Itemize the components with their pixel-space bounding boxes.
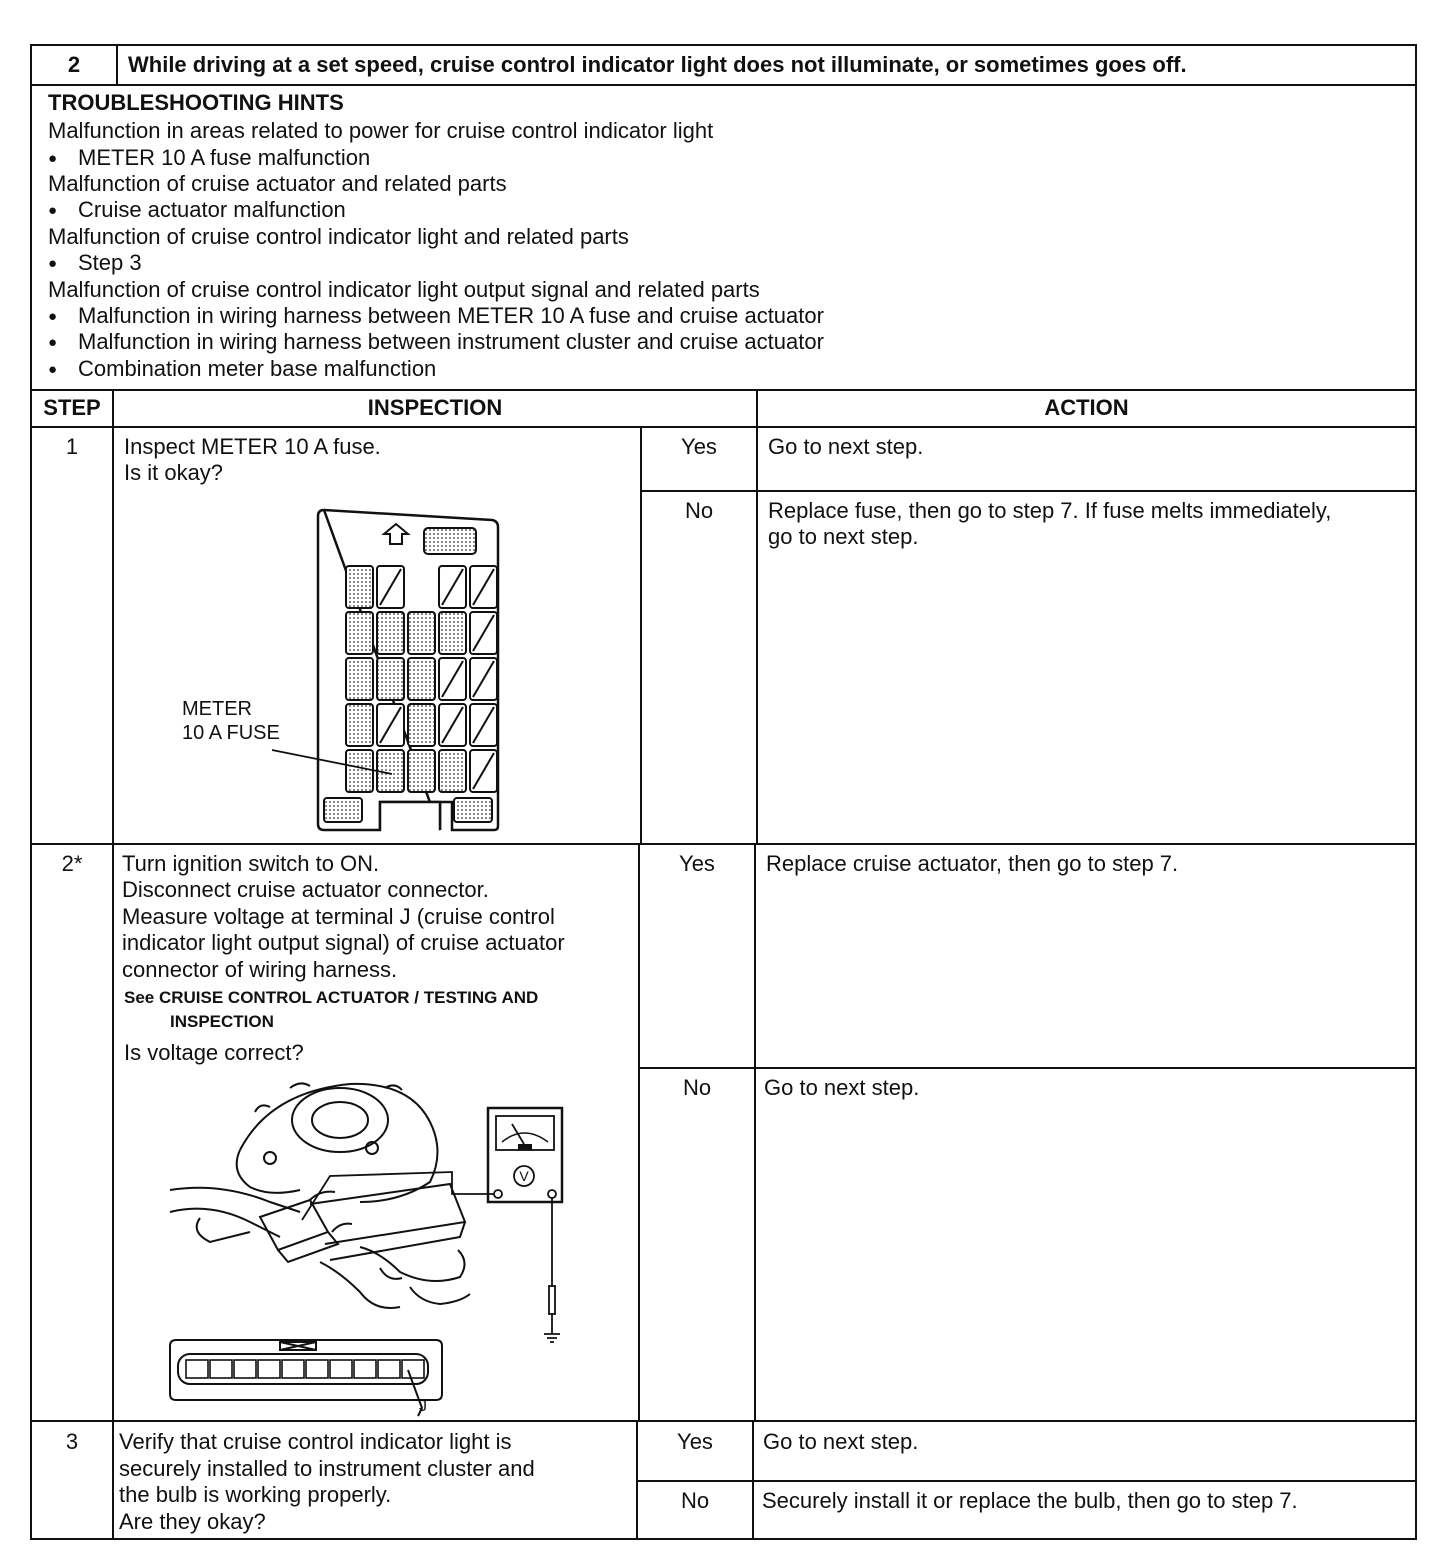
up-arrow-icon (384, 524, 408, 544)
cruise-actuator-illustration (170, 1083, 470, 1308)
hint-line: Malfunction of cruise actuator and related parts (48, 171, 507, 196)
step-number: 3 (65, 1429, 79, 1454)
fuse (377, 658, 404, 700)
fuse (408, 750, 435, 792)
action-divider-step2 (754, 843, 756, 1421)
step3-yes-no-divider (636, 1480, 1417, 1482)
step2-yes-no-divider (638, 1067, 1417, 1069)
fuse (346, 750, 373, 792)
inspection-line: Verify that cruise control indicator light is (119, 1429, 512, 1454)
yesno-divider-step2 (638, 843, 640, 1421)
connector-pin (378, 1360, 400, 1378)
hint-bullet: ● Step 3 (48, 250, 142, 277)
connector-pin (210, 1360, 232, 1378)
yes-label: Yes (679, 851, 715, 876)
fuse (439, 612, 466, 654)
inspection-line: Inspect METER 10 A fuse. (124, 434, 381, 459)
hints-heading: TROUBLESHOOTING HINTS (48, 90, 344, 115)
fuse-grid (346, 566, 497, 792)
step1-yes-no-divider (640, 490, 1417, 492)
fuse-relay (324, 798, 362, 822)
hint-line: Malfunction of cruise control indicator light and related parts (48, 224, 629, 249)
fuse-label: 10 A FUSE (182, 722, 280, 744)
fuse-relay (454, 798, 492, 822)
hint-line: Malfunction of cruise control indicator light output signal and related parts (48, 277, 760, 302)
inspection-line: connector of wiring harness. (122, 957, 398, 982)
hint-bullet: ● Malfunction in wiring harness between METER 10 A fuse and cruise actuator (48, 303, 824, 330)
connector-pin (354, 1360, 376, 1378)
hint-bullet: ● Cruise actuator malfunction (48, 197, 346, 224)
column-header-step: STEP (43, 395, 101, 420)
step-number: 1 (65, 434, 79, 459)
hint-line: Malfunction in areas related to power for cruise control indicator light (48, 118, 714, 143)
fuse (346, 704, 373, 746)
inspection-line: the bulb is working properly. (119, 1482, 392, 1507)
symptom-number: 2 (67, 52, 81, 77)
yesno-divider-step1 (640, 426, 642, 844)
hint-bullet: ● METER 10 A fuse malfunction (48, 145, 370, 172)
fuse (377, 612, 404, 654)
fuse (408, 704, 435, 746)
fuse-label: METER (182, 698, 252, 720)
no-label: No (684, 498, 714, 523)
inspection-line: Is it okay? (124, 460, 224, 485)
step-number: 2* (61, 851, 83, 876)
no-action: go to next step. (768, 524, 919, 549)
step-column-divider (112, 389, 114, 1540)
fuse (408, 658, 435, 700)
step1-bottom (30, 843, 1417, 845)
inspection-line: Are they okay? (119, 1509, 266, 1534)
header-number-divider (116, 44, 118, 85)
no-action: Replace fuse, then go to step 7. If fuse melts immediately, (768, 498, 1332, 523)
inspection-question: Is voltage correct? (124, 1040, 304, 1065)
connector-pin (186, 1360, 208, 1378)
terminal-j-label: J (419, 1398, 427, 1415)
fuse (439, 750, 466, 792)
yes-label: Yes (677, 1429, 713, 1454)
yes-label: Yes (681, 434, 717, 459)
no-action: Go to next step. (764, 1075, 920, 1100)
yes-action: Replace cruise actuator, then go to step 7. (766, 851, 1179, 876)
reference-line: See CRUISE CONTROL ACTUATOR / TESTING AND (124, 988, 539, 1007)
action-divider-step1 (756, 426, 758, 844)
header-divider (30, 84, 1417, 86)
inspection-line: securely installed to instrument cluster and (119, 1456, 535, 1481)
yes-action: Go to next step. (768, 434, 924, 459)
hint-bullet: ● Combination meter base malfunction (48, 356, 436, 383)
inspection-line: Measure voltage at terminal J (cruise control (122, 904, 555, 929)
voltmeter (488, 1108, 562, 1202)
fuse (346, 612, 373, 654)
inspection-line: Turn ignition switch to ON. (122, 851, 380, 876)
actuator-connector (170, 1340, 442, 1416)
column-header-inspection: INSPECTION (367, 395, 503, 420)
connector-pin (306, 1360, 328, 1378)
connector-pin (282, 1360, 304, 1378)
voltmeter-symbol: V (519, 1168, 529, 1184)
fuse (346, 658, 373, 700)
fuse (408, 612, 435, 654)
connector-pin (402, 1360, 424, 1378)
reference-line: INSPECTION (170, 1012, 274, 1031)
connector-pin (330, 1360, 352, 1378)
inspection-line: indicator light output signal) of cruise actuator (122, 930, 565, 955)
yes-action: Go to next step. (763, 1429, 919, 1454)
inspection-line: Disconnect cruise actuator connector. (122, 877, 489, 902)
step2-bottom (30, 1420, 1417, 1422)
connector-pin (258, 1360, 280, 1378)
fuse-block-figure (160, 500, 510, 836)
connector-pin (234, 1360, 256, 1378)
no-label: No (680, 1488, 710, 1513)
fuse-relay (424, 528, 476, 554)
symptom-title: While driving at a set speed, cruise control indicator light does not illuminate, or sometimes goes off. (128, 52, 1187, 77)
no-action: Securely install it or replace the bulb, then go to step 7. (762, 1488, 1298, 1513)
column-header-divider (30, 426, 1417, 428)
column-header-action: ACTION (1044, 395, 1129, 420)
hint-bullet: ● Malfunction in wiring harness between instrument cluster and cruise actuator (48, 329, 824, 356)
voltage-measurement-figure (160, 1072, 580, 1418)
fuse (346, 566, 373, 608)
hints-divider (30, 389, 1417, 391)
no-label: No (682, 1075, 712, 1100)
